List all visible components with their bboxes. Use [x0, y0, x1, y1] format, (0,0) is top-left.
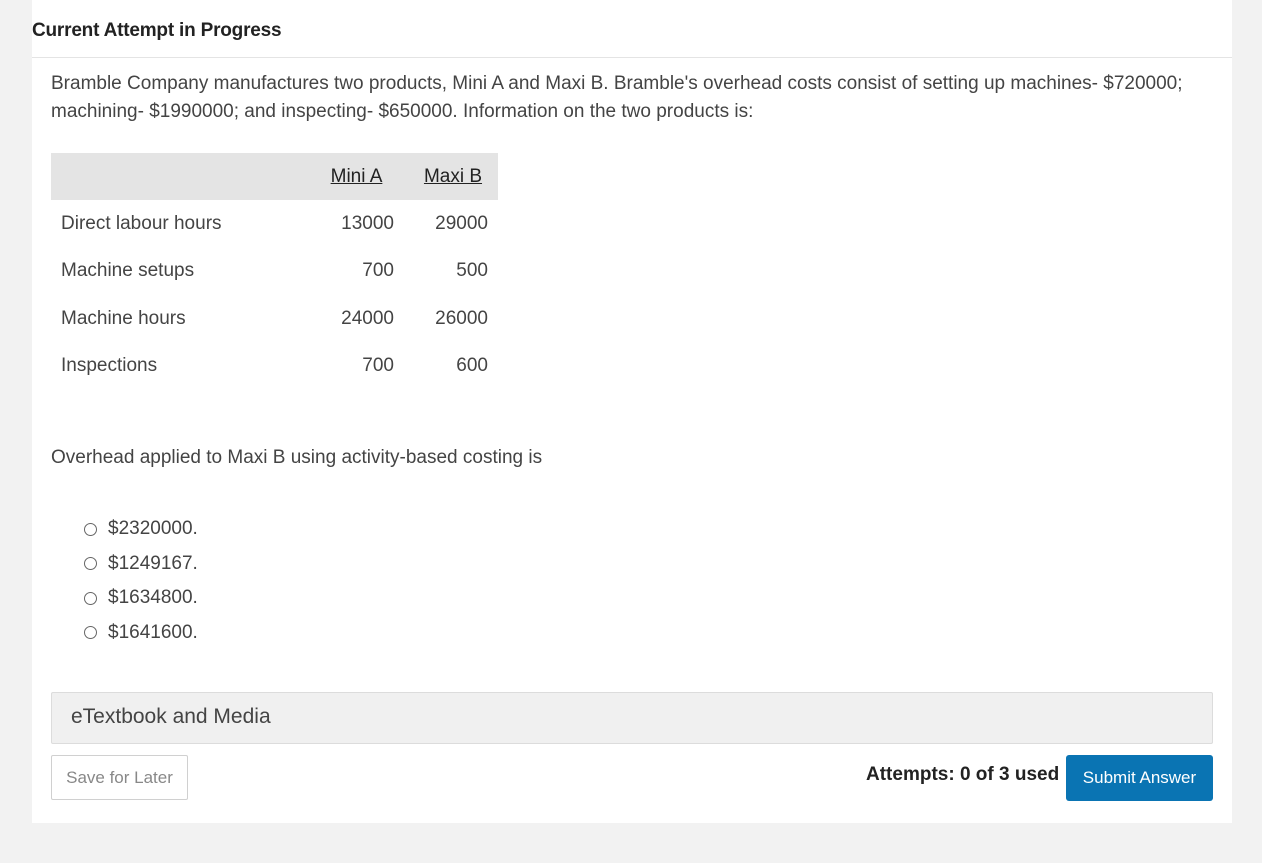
cell-maxi-b: 26000	[435, 307, 488, 329]
answer-option[interactable]	[84, 547, 198, 582]
cell-mini-a: 700	[362, 355, 394, 377]
header-divider	[32, 57, 1232, 58]
cell-mini-a: 700	[362, 260, 394, 282]
answer-option-label: $1634800.	[108, 587, 198, 609]
row-label: Machine setups	[61, 260, 195, 282]
table-row	[51, 248, 498, 296]
row-label: Machine hours	[61, 307, 186, 329]
answer-options	[84, 512, 198, 650]
cell-maxi-b: 29000	[435, 212, 488, 234]
product-info-table	[51, 153, 498, 390]
answer-option[interactable]	[84, 616, 198, 651]
radio-button[interactable]	[84, 592, 97, 605]
etextbook-media-label: eTextbook and Media	[71, 705, 271, 728]
row-label: Inspections	[61, 355, 158, 377]
answer-option[interactable]	[84, 581, 198, 616]
cell-maxi-b: 500	[456, 260, 488, 282]
question-prompt: Overhead applied to Maxi B using activity-based costing is	[51, 447, 543, 468]
cell-mini-a: 24000	[341, 307, 394, 329]
row-label: Direct labour hours	[61, 212, 222, 234]
answer-option[interactable]	[84, 512, 198, 547]
table-header-row	[51, 153, 498, 200]
radio-button[interactable]	[84, 523, 97, 536]
table-header-mini-a: Mini A	[319, 153, 394, 200]
table-header-empty	[51, 153, 319, 200]
question-text: Bramble Company manufactures two products, Mini A and Maxi B. Bramble's overhead costs consist of setting up machines- $720000; machining- $1990000; and inspecting- $650000. Information on the two products is:	[51, 73, 1183, 122]
cell-mini-a: 13000	[341, 212, 394, 234]
question-card	[32, 0, 1232, 823]
attempts-counter: Attempts: 0 of 3 used	[866, 764, 1060, 785]
table-header-maxi-b: Maxi B	[418, 153, 498, 200]
table-row	[51, 295, 498, 343]
etextbook-media-panel[interactable]	[51, 692, 1213, 744]
submit-answer-button[interactable]: Submit Answer	[1066, 755, 1213, 801]
table-row	[51, 343, 498, 391]
table-row	[51, 200, 498, 248]
answer-option-label: $1249167.	[108, 552, 198, 574]
page-title: Current Attempt in Progress	[32, 20, 282, 41]
answer-option-label: $1641600.	[108, 621, 198, 643]
save-for-later-button[interactable]: Save for Later	[51, 755, 188, 800]
table-header-gap	[394, 153, 418, 200]
answer-option-label: $2320000.	[108, 518, 198, 540]
radio-button[interactable]	[84, 626, 97, 639]
radio-button[interactable]	[84, 557, 97, 570]
cell-maxi-b: 600	[456, 355, 488, 377]
